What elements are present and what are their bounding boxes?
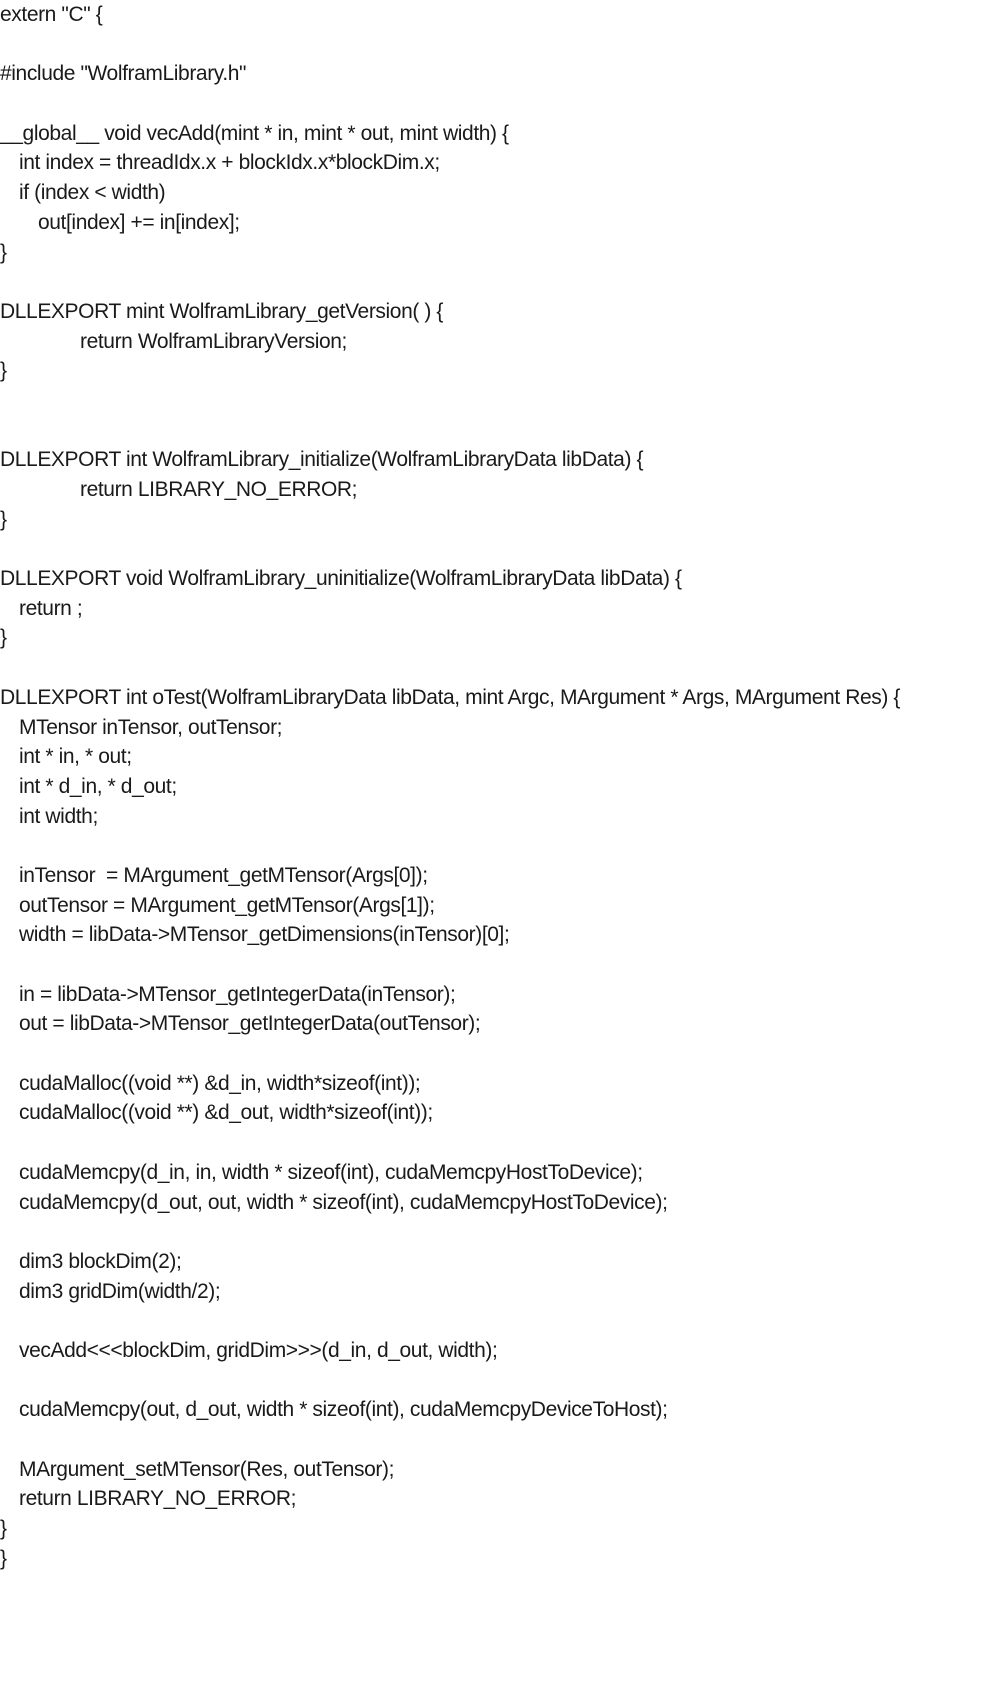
code-line: } [0, 1546, 7, 1570]
code-line: out = libData->MTensor_getIntegerData(outTensor); [19, 1012, 481, 1036]
code-line [0, 1425, 1004, 1455]
code-line [0, 1128, 1004, 1158]
code-line: outTensor = MArgument_getMTensor(Args[1]); [19, 893, 435, 917]
code-line: vecAdd<<<blockDim, gridDim>>>(d_in, d_out, width); [19, 1338, 498, 1362]
code-line [0, 950, 1004, 980]
code-line [0, 30, 1004, 60]
code-line: return LIBRARY_NO_ERROR; [19, 1487, 297, 1511]
code-line: inTensor = MArgument_getMTensor(Args[0]); [19, 863, 428, 887]
code-line [0, 1366, 1004, 1396]
code-line: } [0, 359, 7, 383]
code-line: width = libData->MTensor_getDimensions(inTensor)[0]; [19, 923, 510, 947]
code-line: int * d_in, * d_out; [19, 774, 177, 798]
code-line: DLLEXPORT int oTest(WolframLibraryData libData, mint Argc, MArgument * Args, MArgument Res) { [0, 685, 900, 709]
code-line: } [0, 240, 7, 264]
code-line: cudaMemcpy(d_in, in, width * sizeof(int), cudaMemcpyHostToDevice); [19, 1160, 643, 1184]
code-line: __global__ void vecAdd(mint * in, mint * out, mint width) { [0, 121, 509, 145]
code-line: MTensor inTensor, outTensor; [19, 715, 283, 739]
code-line: cudaMalloc((void **) &d_in, width*sizeof(int)); [19, 1071, 421, 1095]
code-line: return LIBRARY_NO_ERROR; [80, 478, 358, 501]
code-line: DLLEXPORT int WolframLibrary_initialize(WolframLibraryData libData) { [0, 448, 644, 472]
code-line: int * in, * out; [19, 745, 132, 769]
code-line: } [0, 1517, 7, 1541]
code-line: int width; [19, 804, 98, 828]
code-line: out[index] += in[index]; [38, 210, 240, 234]
code-line: in = libData->MTensor_getIntegerData(inTensor); [19, 982, 456, 1006]
code-line: dim3 blockDim(2); [19, 1249, 182, 1273]
code-line: dim3 gridDim(width/2); [19, 1279, 221, 1303]
code-line [0, 534, 1004, 564]
code-line: DLLEXPORT void WolframLibrary_uninitialize(WolframLibraryData libData) { [0, 567, 682, 591]
code-line [0, 386, 1004, 416]
code-line [0, 831, 1004, 861]
code-line: #include "WolframLibrary.h" [0, 62, 247, 86]
code-line [0, 89, 1004, 119]
code-line [0, 1039, 1004, 1069]
code-line: if (index < width) [19, 181, 166, 205]
code-line: cudaMemcpy(d_out, out, width * sizeof(int), cudaMemcpyHostToDevice); [19, 1190, 668, 1214]
code-line: return ; [19, 596, 83, 620]
code-line: int index = threadIdx.x + blockIdx.x*blockDim.x; [19, 151, 440, 175]
code-line [0, 267, 1004, 297]
code-line: cudaMalloc((void **) &d_out, width*sizeof(int)); [19, 1101, 433, 1125]
code-line: extern "C" { [0, 3, 103, 26]
code-line: DLLEXPORT mint WolframLibrary_getVersion( ) { [0, 299, 444, 323]
code-line [0, 1217, 1004, 1247]
code-line: cudaMemcpy(out, d_out, width * sizeof(int), cudaMemcpyDeviceToHost); [19, 1398, 668, 1422]
code-line: } [0, 626, 7, 650]
code-line [0, 1306, 1004, 1336]
code-line: } [0, 507, 7, 531]
code-line: return WolframLibraryVersion; [80, 329, 347, 353]
code-line [0, 653, 1004, 683]
code-line [0, 416, 1004, 446]
code-line: MArgument_setMTensor(Res, outTensor); [19, 1457, 395, 1481]
